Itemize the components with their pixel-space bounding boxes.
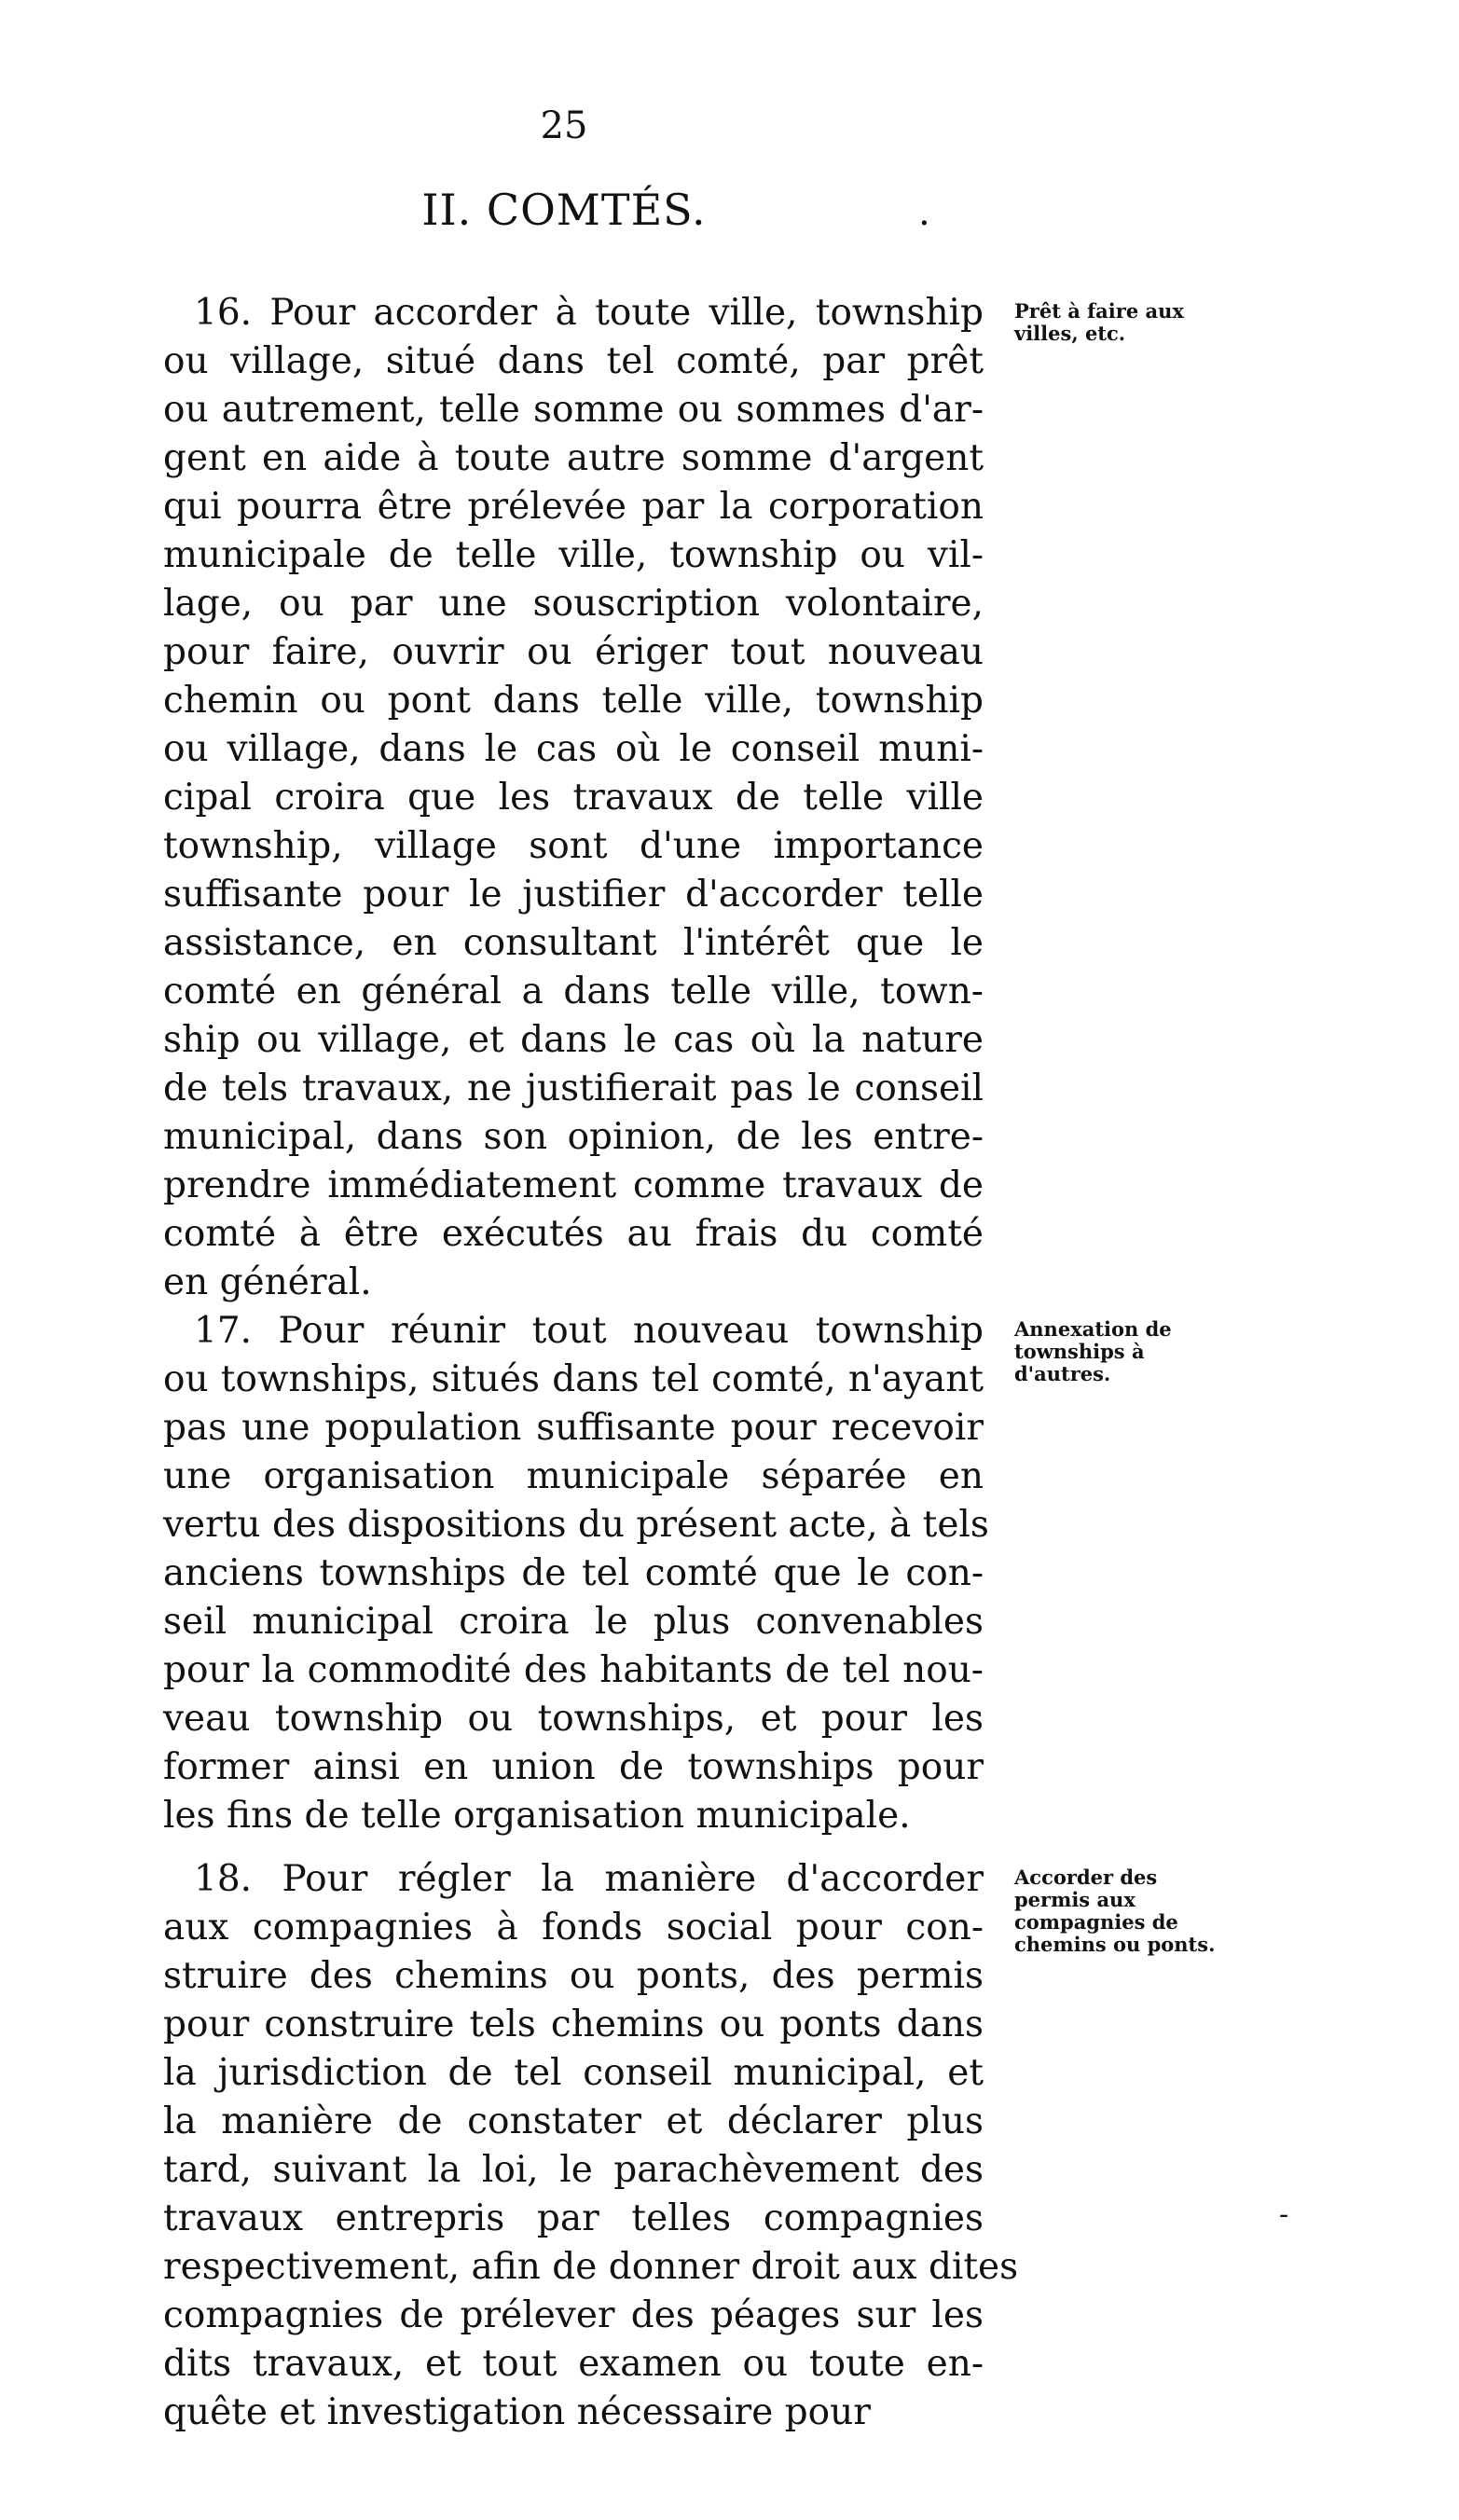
text-line [0, 1646, 1025, 1695]
line-text: ou village, situé dans tel comté, par prêt [163, 340, 984, 382]
text-line [0, 2098, 1025, 2146]
line-text: prendre immédiatement comme travaux de [163, 1164, 984, 1206]
line-text: 18. Pour régler la manière d'accorder [194, 1858, 984, 1900]
text-line [0, 1695, 1025, 1743]
line-text: suffisante pour le justifier d'accorder telle [163, 874, 984, 916]
text-line [0, 1259, 1025, 1307]
line-text: comté en général a dans telle ville, town- [163, 971, 984, 1012]
text-line [0, 1065, 1025, 1113]
line-text: tard, suivant la loi, le parachèvement des [163, 2149, 984, 2191]
text-line [0, 1904, 1025, 1952]
line-text: municipale de telle ville, township ou vil- [163, 534, 984, 576]
text-line [0, 2001, 1025, 2049]
text-line [0, 919, 1025, 968]
line-text: 16. Pour accorder à toute ville, township [194, 292, 984, 334]
text-line [0, 2292, 1025, 2340]
line-text: cipal croira que les travaux de telle ville [163, 777, 984, 819]
text-line [0, 386, 1025, 434]
margin-note-annexation: Annexation de townships à d'autres. [1014, 1317, 1172, 1385]
text-line [0, 1855, 1025, 1904]
line-text: qui pourra être prélevée par la corporation [163, 486, 984, 528]
line-text: township, village sont d'une importance [163, 825, 984, 867]
text-line [0, 1453, 1025, 1501]
line-text: vertu des dispositions du présent acte, à tels [163, 1504, 989, 1546]
line-text: la jurisdiction de tel conseil municipal, et [163, 2052, 984, 2094]
line-text: municipal, dans son opinion, de les entre- [163, 1116, 984, 1158]
title-mark: . [918, 191, 930, 234]
text-line [0, 337, 1025, 386]
line-text: pour la commodité des habitants de tel nou- [163, 1649, 984, 1691]
line-text: gent en aide à toute autre somme d'argent [163, 437, 984, 479]
line-text: respectivement, afin de donner droit aux dites [163, 2246, 1019, 2288]
line-text: assistance, en consultant l'intérêt que le [163, 922, 984, 964]
line-text: lage, ou par une souscription volontaire, [163, 583, 984, 625]
line-text: pour faire, ouvrir ou ériger tout nouveau [163, 631, 984, 673]
text-line [0, 531, 1025, 580]
text-line [0, 1743, 1025, 1792]
line-text: comté à être exécutés au frais du comté [163, 1213, 984, 1255]
text-line [0, 1549, 1025, 1598]
line-text: aux compagnies à fonds social pour con- [163, 1907, 984, 1949]
text-line [0, 1952, 1025, 2001]
text-line [0, 1307, 1025, 1356]
stray-mark: - [1279, 2198, 1289, 2231]
text-line [0, 1016, 1025, 1065]
line-text: de tels travaux, ne justifierait pas le conseil [163, 1067, 984, 1109]
text-line [0, 774, 1025, 822]
text-line [0, 1162, 1025, 1210]
text-line [0, 822, 1025, 871]
text-line [0, 2389, 1025, 2437]
text-line [0, 434, 1025, 483]
text-line [0, 677, 1025, 725]
line-text: ship ou village, et dans le cas où la nature [163, 1019, 984, 1061]
line-text: anciens townships de tel comté que le con- [163, 1552, 984, 1594]
line-text: la manière de constater et déclarer plus [163, 2100, 984, 2142]
margin-note-pret: Prêt à faire aux villes, etc. [1014, 299, 1184, 345]
text-line [0, 968, 1025, 1016]
text-line [0, 628, 1025, 677]
text-line [0, 580, 1025, 628]
text-line [0, 1792, 1025, 1840]
line-text: en général. [163, 1261, 372, 1303]
text-line [0, 2195, 1025, 2243]
text-line [0, 725, 1025, 774]
text-line [0, 1598, 1025, 1646]
text-line [0, 2340, 1025, 2389]
margin-note-accorder: Accorder des permis aux compagnies de chemins ou ponts. [1014, 1866, 1216, 1956]
line-text: ou village, dans le cas où le conseil muni- [163, 728, 984, 770]
line-text: dits travaux, et tout examen ou toute en- [163, 2343, 984, 2385]
line-text: travaux entrepris par telles compagnies [163, 2197, 984, 2239]
text-line [0, 871, 1025, 919]
section-title: II. COMTÉS. [421, 185, 707, 235]
line-text: chemin ou pont dans telle ville, township [163, 680, 984, 722]
line-text: pas une population suffisante pour recevoir [163, 1407, 984, 1449]
text-line [0, 1210, 1025, 1259]
line-text: former ainsi en union de townships pour [163, 1746, 984, 1788]
text-line [0, 1356, 1025, 1404]
text-line [0, 289, 1025, 337]
text-line [0, 1404, 1025, 1453]
line-text: une organisation municipale séparée en [163, 1455, 984, 1497]
line-text: quête et investigation nécessaire pour [163, 2391, 871, 2433]
line-text: les fins de telle organisation municipale. [163, 1795, 911, 1837]
line-text: ou townships, situés dans tel comté, n'ayant [163, 1358, 984, 1400]
text-line [0, 2049, 1025, 2098]
text-line [0, 2146, 1025, 2195]
line-text: struire des chemins ou ponts, des permis [163, 1955, 984, 1997]
line-text: pour construire tels chemins ou ponts dans [163, 2004, 984, 2045]
line-text: seil municipal croira le plus convenables [163, 1601, 984, 1643]
text-line [0, 2243, 1025, 2292]
line-text: veau township ou townships, et pour les [163, 1698, 984, 1740]
text-line [0, 483, 1025, 531]
text-line [0, 1501, 1025, 1549]
page-number: 25 [540, 104, 588, 147]
line-text: ou autrement, telle somme ou sommes d'ar- [163, 389, 984, 431]
text-line [0, 1113, 1025, 1162]
line-text: 17. Pour réunir tout nouveau township [194, 1310, 984, 1352]
line-text: compagnies de prélever des péages sur les [163, 2294, 984, 2336]
